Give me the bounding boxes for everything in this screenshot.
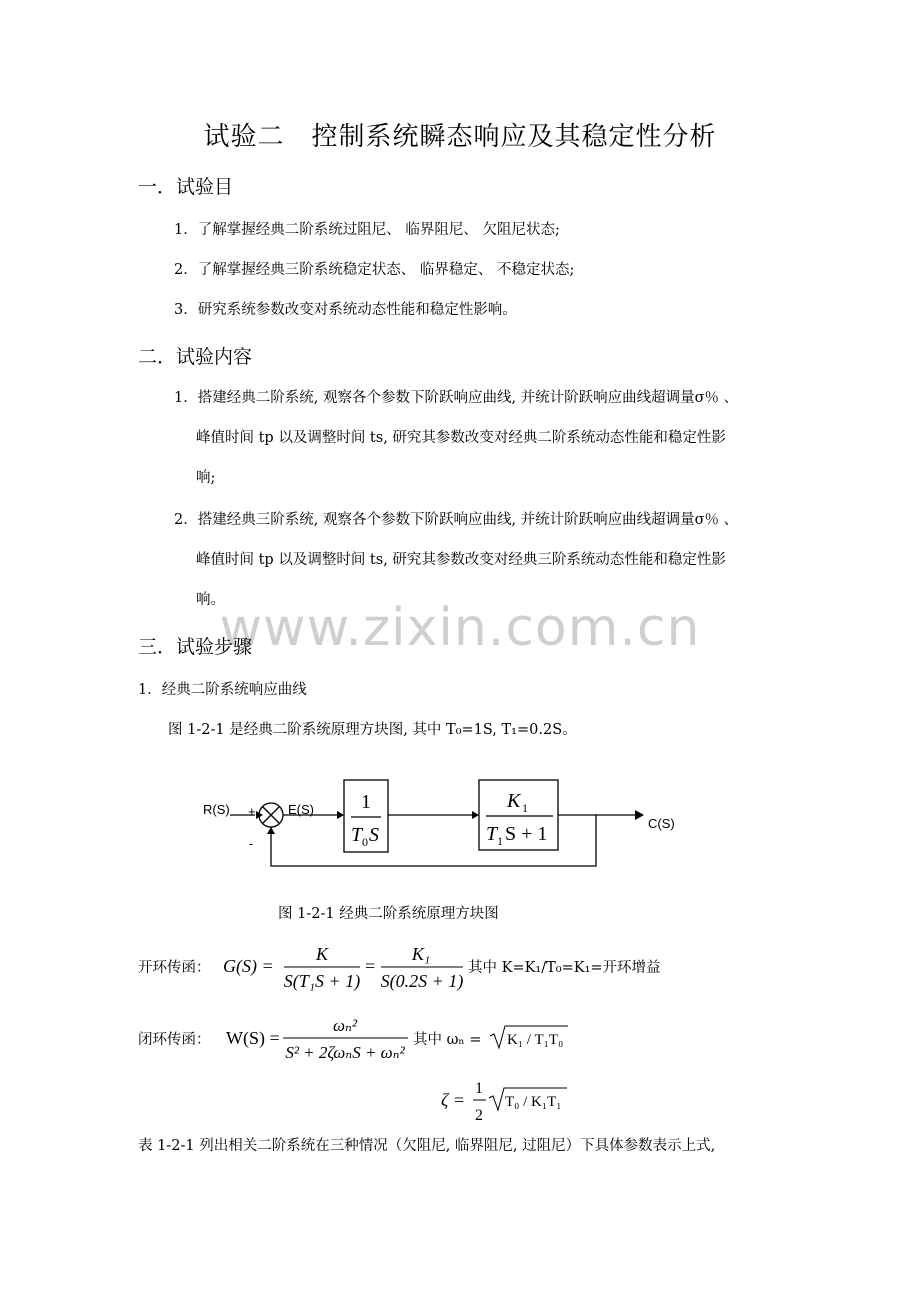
fraction-denominator: S(0.2S + 1) [380, 971, 464, 991]
section-heading-content: 二．试验内容 [138, 346, 253, 368]
fraction-denominator: S² + 2ζωₙS + ωₙ² [285, 1043, 405, 1062]
content-item-line: 响。 [196, 592, 225, 608]
step-heading: 1．经典二阶系统响应曲线 [138, 682, 307, 698]
formula-lhs: ζ = [441, 1090, 465, 1110]
equals-sign: = [365, 956, 376, 976]
block-1-denominator-S: S [369, 824, 379, 846]
block-2-denominator-T: T [486, 823, 498, 845]
watermark: www.zixin.com.cn [219, 598, 701, 658]
objective-item: 2．了解掌握经典三阶系统稳定状态、 临界稳定、 不稳定状态; [174, 262, 575, 278]
fraction-numerator: ωₙ² [333, 1016, 357, 1035]
block-2-denominator-subscript: 1 [497, 834, 503, 848]
content-item-line: 1．搭建经典二阶系统, 观察各个参数下阶跃响应曲线, 并统计阶跃响应曲线超调量σ％ 、 [174, 390, 739, 406]
plus-sign: + [248, 804, 256, 819]
fraction-denominator: S(T₁S + 1) [283, 971, 361, 991]
step-intro: 图 1-2-1 是经典二阶系统原理方块图, 其中 T₀=1S, T₁=0.2S。 [168, 722, 577, 738]
formula-lhs: G(S) = [223, 956, 274, 976]
page-title: 试验二 控制系统瞬态响应及其稳定性分析 [203, 122, 717, 152]
output-label: C(S) [648, 816, 675, 831]
block-2-numerator-subscript: 1 [522, 801, 528, 815]
block-2-numerator-K: K [507, 790, 521, 812]
block-2-denominator-rest: S + 1 [505, 823, 548, 845]
table-note: 表 1-2-1 列出相关二阶系统在三种情况（欠阻尼, 临界阻尼, 过阻尼）下具体参数表示上式, [138, 1138, 716, 1154]
block-1-denominator-T: T [351, 824, 363, 846]
section-heading-objectives: 一．试验目 [138, 176, 234, 198]
section-heading-steps: 三．试验步骤 [138, 636, 253, 658]
content-item-line: 峰值时间 tp 以及调整时间 ts, 研究其参数改变对经典三阶系统动态性能和稳定性影 [196, 552, 726, 568]
formula-note: 其中 K=K₁/T₀=K₁=开环增益 [468, 960, 661, 976]
fraction-numerator: K [315, 944, 329, 964]
formula-note: 其中 ωₙ = [413, 1032, 482, 1048]
content-item-line: 响; [196, 470, 216, 486]
error-label: E(S) [288, 802, 314, 817]
block-1-denominator-subscript: 0 [362, 835, 368, 849]
minus-sign: - [249, 836, 254, 851]
fraction-denominator: 2 [475, 1107, 483, 1124]
content-item-line: 峰值时间 tp 以及调整时间 ts, 研究其参数改变对经典二阶系统动态性能和稳定性影 [196, 430, 726, 446]
input-label: R(S) [203, 802, 230, 817]
sqrt-content: T₀ / K₁T₁ [505, 1094, 562, 1110]
objective-item: 1．了解掌握经典二阶系统过阻尼、 临界阻尼、 欠阻尼状态; [174, 222, 560, 238]
fraction-numerator: K₁ [411, 944, 431, 964]
formula-label: 开环传函： [138, 960, 211, 976]
formula-label: 闭环传函： [138, 1032, 211, 1048]
diagram-caption: 图 1-2-1 经典二阶系统原理方块图 [278, 906, 499, 922]
objective-item: 3．研究系统参数改变对系统动态性能和稳定性影响。 [174, 302, 517, 318]
formula-lhs: W(S) = [226, 1028, 280, 1048]
fraction-numerator: 1 [475, 1080, 483, 1097]
sqrt-content: K₁ / T₁T₀ [507, 1032, 564, 1048]
block-1-numerator: 1 [361, 791, 371, 813]
content-item-line: 2．搭建经典三阶系统, 观察各个参数下阶跃响应曲线, 并统计阶跃响应曲线超调量σ％ 、 [174, 512, 739, 528]
